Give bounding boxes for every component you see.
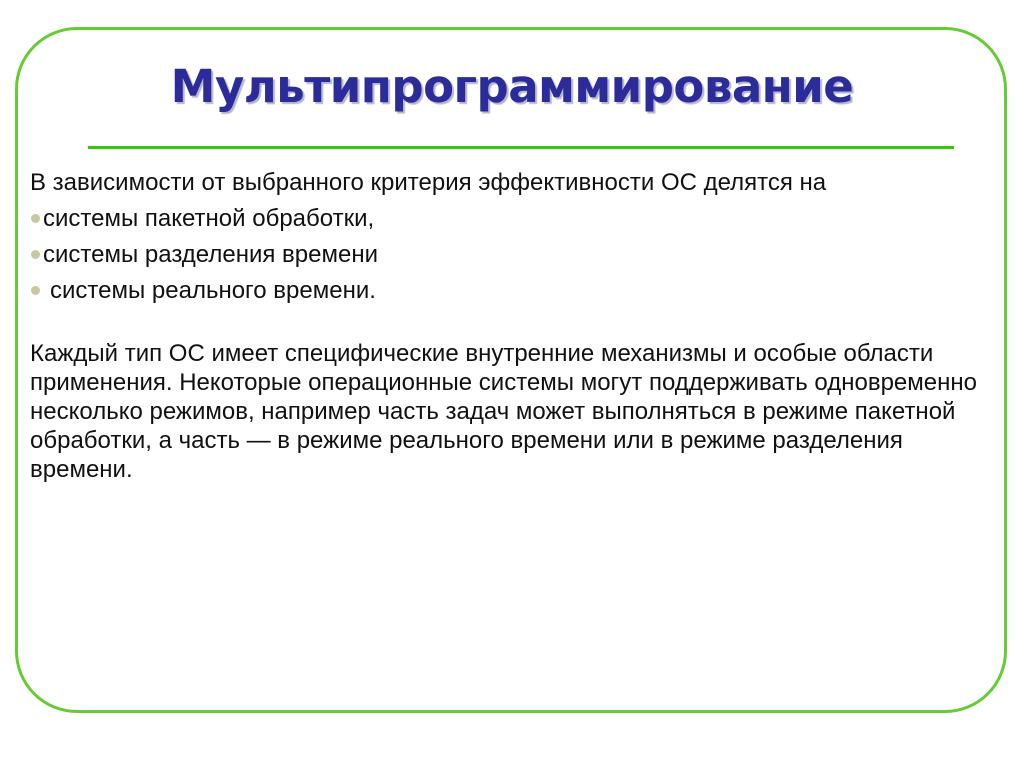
bullet-item (30, 237, 995, 273)
bullet-text: системы разделения времени (43, 241, 378, 268)
bullet-dot-icon (31, 214, 40, 223)
slide-body (30, 165, 995, 484)
bullet-item (30, 201, 995, 237)
bullet-text: системы пакетной обработки, (43, 205, 375, 232)
description-paragraph: Каждый тип ОС имеет специфические внутренние механизмы и особые области применения. Некоторые операционные системы могут поддерживать одновременно несколько режимов, например часть задач может выполняться в режиме пакетной обработки, а часть — в режиме реального времени или в режиме разделения времени. (30, 340, 977, 483)
bullet-dot-icon (31, 286, 40, 295)
slide-title: Мультипрограммирование (170, 60, 854, 113)
title-divider (88, 146, 954, 149)
bullet-item (30, 273, 995, 309)
intro-text: В зависимости от выбранного критерия эффективности ОС делятся на (30, 169, 827, 196)
bullet-dot-icon (31, 250, 40, 259)
bullet-text: системы реального времени. (50, 277, 376, 304)
